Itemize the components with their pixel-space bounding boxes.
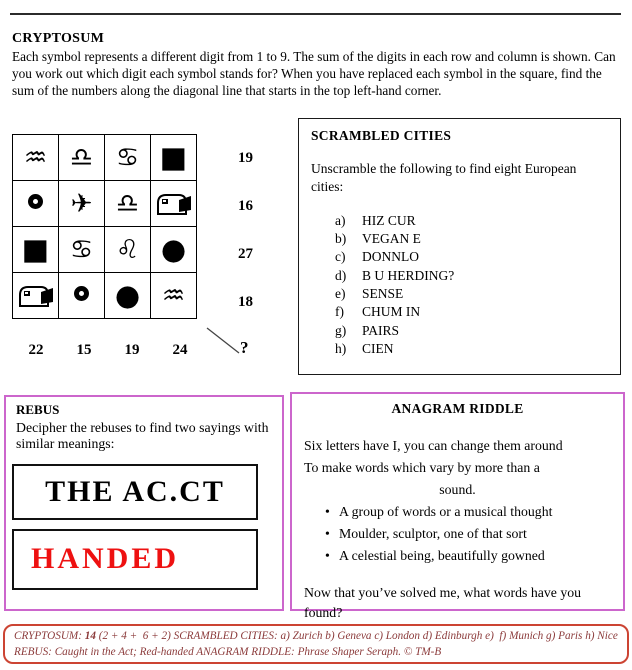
bullet-icon [325, 523, 339, 545]
black-circle-icon: ● [114, 278, 141, 312]
grid-row-2 [13, 181, 197, 227]
libra-icon: ♎ [69, 142, 94, 173]
grid-cell [59, 273, 105, 319]
rebus-frame-2 [12, 529, 258, 590]
item-letter: g) [335, 322, 347, 338]
verse-line-3: sound. [439, 482, 476, 498]
list-item [335, 230, 608, 248]
list-item [304, 545, 611, 567]
item-letter: d) [335, 267, 347, 283]
scrambled-cities-intro: Unscramble the following to find eight European cities: [311, 161, 577, 194]
bullet-text: A group of words or a musical thought [339, 504, 553, 520]
grid-row-4 [13, 273, 197, 319]
anagram-bullet-list [304, 501, 611, 567]
aquarius-icon: ♒ [23, 142, 48, 173]
item-letter: b) [335, 230, 347, 246]
answers-footer [3, 624, 629, 664]
list-item [335, 212, 608, 230]
grid-cell [13, 181, 59, 227]
verse-line-2: To make words which vary by more than a [304, 460, 540, 476]
aquarius-icon: ♒ [161, 280, 186, 311]
cryptosum-grid [12, 134, 197, 319]
grid-cell [59, 135, 105, 181]
anagram-riddle-box [290, 392, 625, 620]
scrambled-cities-title: SCRAMBLED CITIES [311, 128, 452, 143]
item-text: PAIRS [362, 322, 400, 338]
item-letter: e) [335, 286, 346, 302]
grid-cell [105, 227, 151, 273]
col-sum-3: 19 [124, 342, 140, 358]
item-text: CHUM IN [362, 304, 421, 320]
grid-cell [105, 273, 151, 319]
list-item [304, 523, 611, 545]
verse-line-1: Six letters have I, you can change them around [304, 438, 563, 453]
grid-cell [105, 135, 151, 181]
list-item [335, 285, 608, 303]
grid-cell [13, 227, 59, 273]
item-text: DONNLO [362, 249, 419, 265]
item-letter: h) [335, 341, 347, 357]
row-sum-1: 19 [238, 150, 253, 166]
col-sum-4: 24 [172, 342, 188, 358]
cancer-icon: ♋ [69, 234, 94, 265]
col-sum-1: 22 [28, 342, 44, 358]
grid-cell [59, 181, 105, 227]
list-item [335, 248, 608, 266]
grid-row-3 [13, 227, 197, 273]
answers-text: (2 + 4 + 6 + 2) SCRAMBLED CITIES: a) Zurich b) Geneva c) London d) Edinburgh e) f) Munich g) Paris h) Nice REBUS: Caught in the Act; Red-handed ANAGRAM RIDDLE: Phrase Shaper Seraph. © TM-B [14, 630, 621, 659]
ring-icon [74, 286, 89, 301]
cryptosum-instructions: Each symbol represents a different digit from 1 to 9. The sum of the digits in each row and column is shown. Can you work out which digit each symbol stands for? When you have replaced each symbol in the square, find the sum of the numbers along the diagonal line that starts in the top left-hand corner. [12, 49, 616, 98]
mailbox-icon [17, 283, 55, 309]
bullet-text: Moulder, sculptor, one of that sort [339, 526, 527, 542]
grid-cell [151, 135, 197, 181]
item-text: B U HERDING? [362, 267, 455, 283]
scrambled-cities-box [298, 118, 621, 375]
libra-icon: ♎ [115, 188, 140, 219]
list-item [304, 501, 611, 523]
diagonal-question-mark: ? [240, 338, 249, 357]
grid-cell [59, 227, 105, 273]
rebus-box [4, 395, 284, 611]
anagram-riddle-title: ANAGRAM RIDDLE [391, 401, 524, 416]
rebus-2-text: HANDED [31, 542, 180, 576]
bullet-icon [325, 545, 339, 567]
scrambled-cities-list [335, 212, 608, 359]
item-text: VEGAN E [362, 230, 421, 246]
anagram-verse [304, 435, 611, 501]
row-sum-4: 18 [238, 294, 253, 310]
col-sum-2: 15 [76, 342, 92, 358]
leo-icon: ♌ [115, 234, 140, 265]
list-item [335, 322, 608, 340]
item-text: CIEN [362, 341, 394, 357]
cancer-icon: ♋ [115, 142, 140, 173]
item-letter: f) [335, 304, 344, 320]
rebus-frame-1 [12, 464, 258, 520]
item-letter: a) [335, 212, 346, 228]
ring-icon [28, 194, 43, 209]
airplane-icon: ✈ [70, 188, 93, 219]
cryptosum-grid-area [12, 134, 292, 374]
black-square-icon: ■ [21, 232, 50, 266]
answers-cryptosum-value: 14 [84, 630, 96, 642]
top-rule [10, 13, 621, 15]
cryptosum-title: CRYPTOSUM [12, 31, 105, 46]
list-item [335, 303, 608, 321]
black-circle-icon: ● [160, 232, 187, 266]
rebus-1-text: THE AC.CT [45, 474, 225, 508]
grid-cell [105, 181, 151, 227]
list-item [335, 267, 608, 285]
grid-cell [13, 135, 59, 181]
black-square-icon: ■ [159, 140, 188, 174]
row-sum-2: 16 [238, 198, 253, 214]
mailbox-icon [155, 191, 193, 217]
grid-cell [151, 181, 197, 227]
rebus-title: REBUS [16, 402, 60, 417]
list-item [335, 340, 608, 358]
item-letter: c) [335, 249, 346, 265]
rebus-intro: Decipher the rebuses to find two sayings with similar meanings: [16, 420, 269, 452]
grid-cell [151, 227, 197, 273]
grid-row-1 [13, 135, 197, 181]
bullet-text: A celestial being, beautifully gowned [339, 548, 545, 564]
row-sum-3: 27 [238, 246, 253, 262]
grid-cell [151, 273, 197, 319]
bullet-icon [325, 501, 339, 523]
item-text: SENSE [362, 286, 404, 302]
grid-cell [13, 273, 59, 319]
answers-text: CRYPTOSUM: [14, 630, 85, 642]
item-text: HIZ CUR [362, 212, 416, 228]
anagram-closing-question: Now that you’ve solved me, what words have you found? [304, 585, 582, 620]
